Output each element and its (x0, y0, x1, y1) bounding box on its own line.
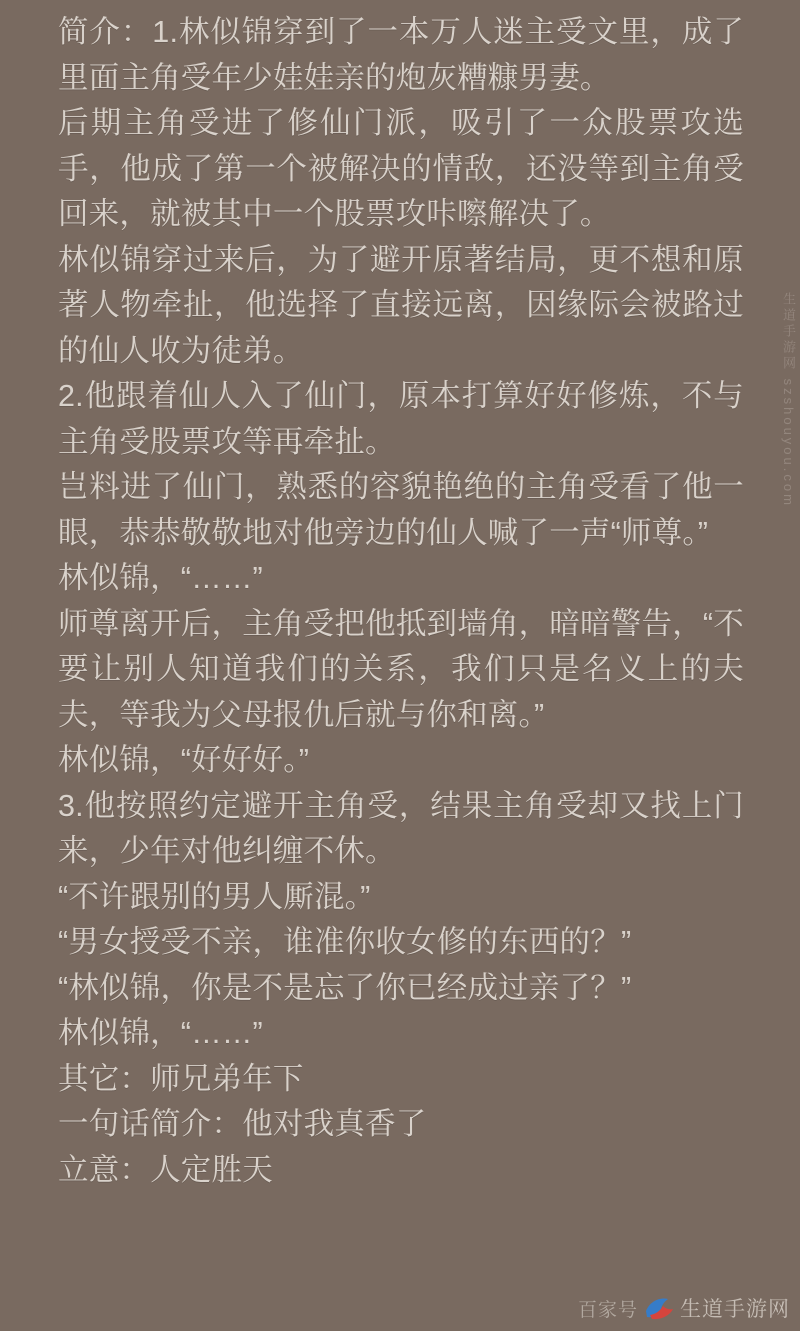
paragraph: “林似锦，你是不是忘了你已经成过亲了？” (58, 970, 632, 1005)
paragraph: 立意：人定胜天 (58, 1152, 273, 1187)
watermark-site-label: 生道手游网 (680, 1298, 790, 1321)
paragraph: 岂料进了仙门，熟悉的容貌艳绝的主角受看了他一眼，恭恭敬敬地对他旁边的仙人喊了一声“师尊。” (58, 470, 744, 550)
watermark-brand-label: 百家号 (577, 1299, 638, 1321)
paragraph: “不许跟别的男人厮混。” (58, 879, 371, 914)
paragraph: 其它：师兄弟年下 (58, 1061, 304, 1096)
paragraph: 一句话简介：他对我真香了 (58, 1107, 427, 1141)
paragraph: “男女授受不亲，谁准你收女修的东西的？” (58, 925, 632, 959)
paragraph: 林似锦穿过来后，为了避开原著结局，更不想和原著人物牵扯，他选择了直接远离，因缘际会被路过的仙人收为徒弟。 (58, 242, 744, 368)
side-watermark-text: 生道手游网 szshouyou.com (781, 292, 796, 508)
paragraph: 林似锦，“好好好。” (58, 743, 310, 777)
bird-logo-icon (644, 1295, 674, 1321)
watermark (578, 1293, 790, 1323)
paragraph: 林似锦，“……” (58, 561, 263, 595)
paragraph: 师尊离开后，主角受把他抵到墙角，暗暗警告，“不要让别人知道我们的关系，我们只是名义上的夫夫，等我为父母报仇后就与你和离。” (58, 606, 744, 732)
paragraph: 后期主角受进了修仙门派，吸引了一众股票攻选手，他成了第一个被解决的情敌，还没等到主角受回来，就被其中一个股票攻咔嚓解决了。 (58, 106, 744, 231)
document-text-body (58, 10, 744, 1193)
paragraph: 3.他按照约定避开主角受，结果主角受却又找上门来，少年对他纠缠不休。 (58, 788, 744, 868)
paragraph: 林似锦，“……” (58, 1016, 263, 1050)
paragraph: 2.他跟着仙人入了仙门，原本打算好好修炼，不与主角受股票攻等再牵扯。 (58, 379, 744, 459)
paragraph: 简介：1.林似锦穿到了一本万人迷主受文里，成了里面主角受年少娃娃亲的炮灰糟糠男妻。 (58, 15, 744, 95)
